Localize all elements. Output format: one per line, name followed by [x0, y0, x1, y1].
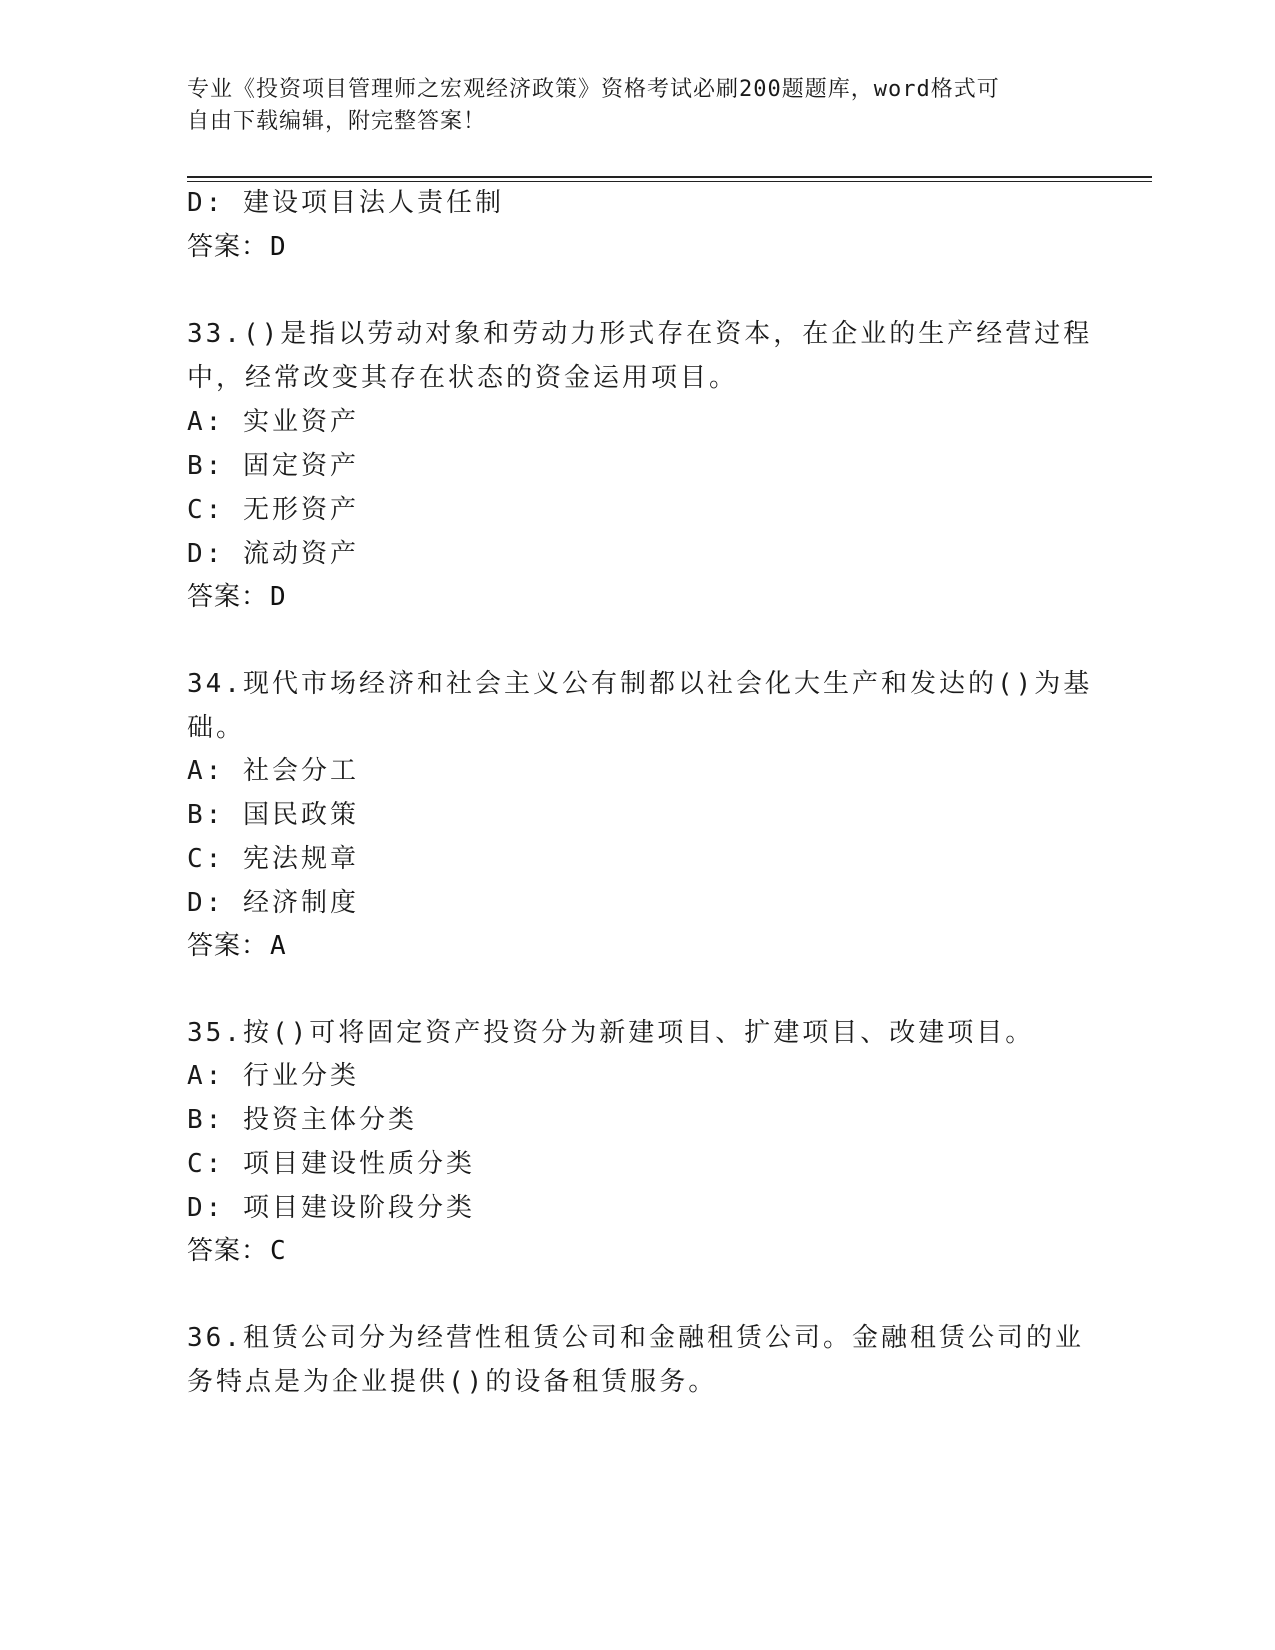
prev-answer: [187, 230, 287, 264]
answer-label: 答案：: [187, 582, 269, 612]
q33-option-a: A: 实业资产: [187, 407, 359, 437]
q34-option-d: D: 经济制度: [187, 888, 359, 918]
header-divider-thin: [187, 181, 1152, 182]
header-line-1: 专业《投资项目管理师之宏观经济政策》资格考试必刷200题题库，word格式可: [187, 77, 1000, 102]
answer-value: A: [270, 931, 287, 961]
q34-option-a: A: 社会分工: [187, 756, 359, 786]
q36-stem-line-2: 务特点是为企业提供()的设备租赁服务。: [187, 1367, 718, 1397]
header-line-2: 自由下载编辑，附完整答案！: [187, 109, 487, 134]
q35-option-c: C: 项目建设性质分类: [187, 1149, 475, 1179]
q34-option-b: B: 国民政策: [187, 800, 359, 830]
q35-stem-line-1: 35.按()可将固定资产投资分为新建项目、扩建项目、改建项目。: [187, 1018, 1035, 1048]
answer-value: D: [270, 582, 287, 612]
q34-answer: [187, 929, 287, 963]
answer-label: 答案：: [187, 1236, 269, 1266]
q36-stem-line-1: 36.租赁公司分为经营性租赁公司和金融租赁公司。金融租赁公司的业: [187, 1323, 1084, 1353]
q35-answer: [187, 1234, 287, 1268]
q34-stem-line-1: 34.现代市场经济和社会主义公有制都以社会化大生产和发达的()为基: [187, 669, 1093, 699]
q34-option-c: C: 宪法规章: [187, 844, 359, 874]
header-divider-thick: [187, 176, 1152, 178]
q35-option-a: A: 行业分类: [187, 1061, 359, 1091]
q35-option-d: D: 项目建设阶段分类: [187, 1193, 475, 1223]
q34-stem-line-2: 础。: [187, 713, 246, 743]
answer-label: 答案：: [187, 931, 269, 961]
prev-option-d: D: 建设项目法人责任制: [187, 188, 504, 218]
q33-answer: [187, 580, 287, 614]
answer-label: 答案：: [187, 232, 269, 262]
q33-stem-line-2: 中，经常改变其存在状态的资金运用项目。: [187, 363, 739, 393]
document-header: [187, 74, 1087, 138]
q35-option-b: B: 投资主体分类: [187, 1105, 417, 1135]
q33-option-c: C: 无形资产: [187, 495, 359, 525]
q33-stem-line-1: 33.()是指以劳动对象和劳动力形式存在资本，在企业的生产经营过程: [187, 319, 1093, 349]
q33-option-d: D: 流动资产: [187, 539, 359, 569]
answer-value: C: [270, 1236, 287, 1266]
q33-option-b: B: 固定资产: [187, 451, 359, 481]
answer-value: D: [270, 232, 287, 262]
